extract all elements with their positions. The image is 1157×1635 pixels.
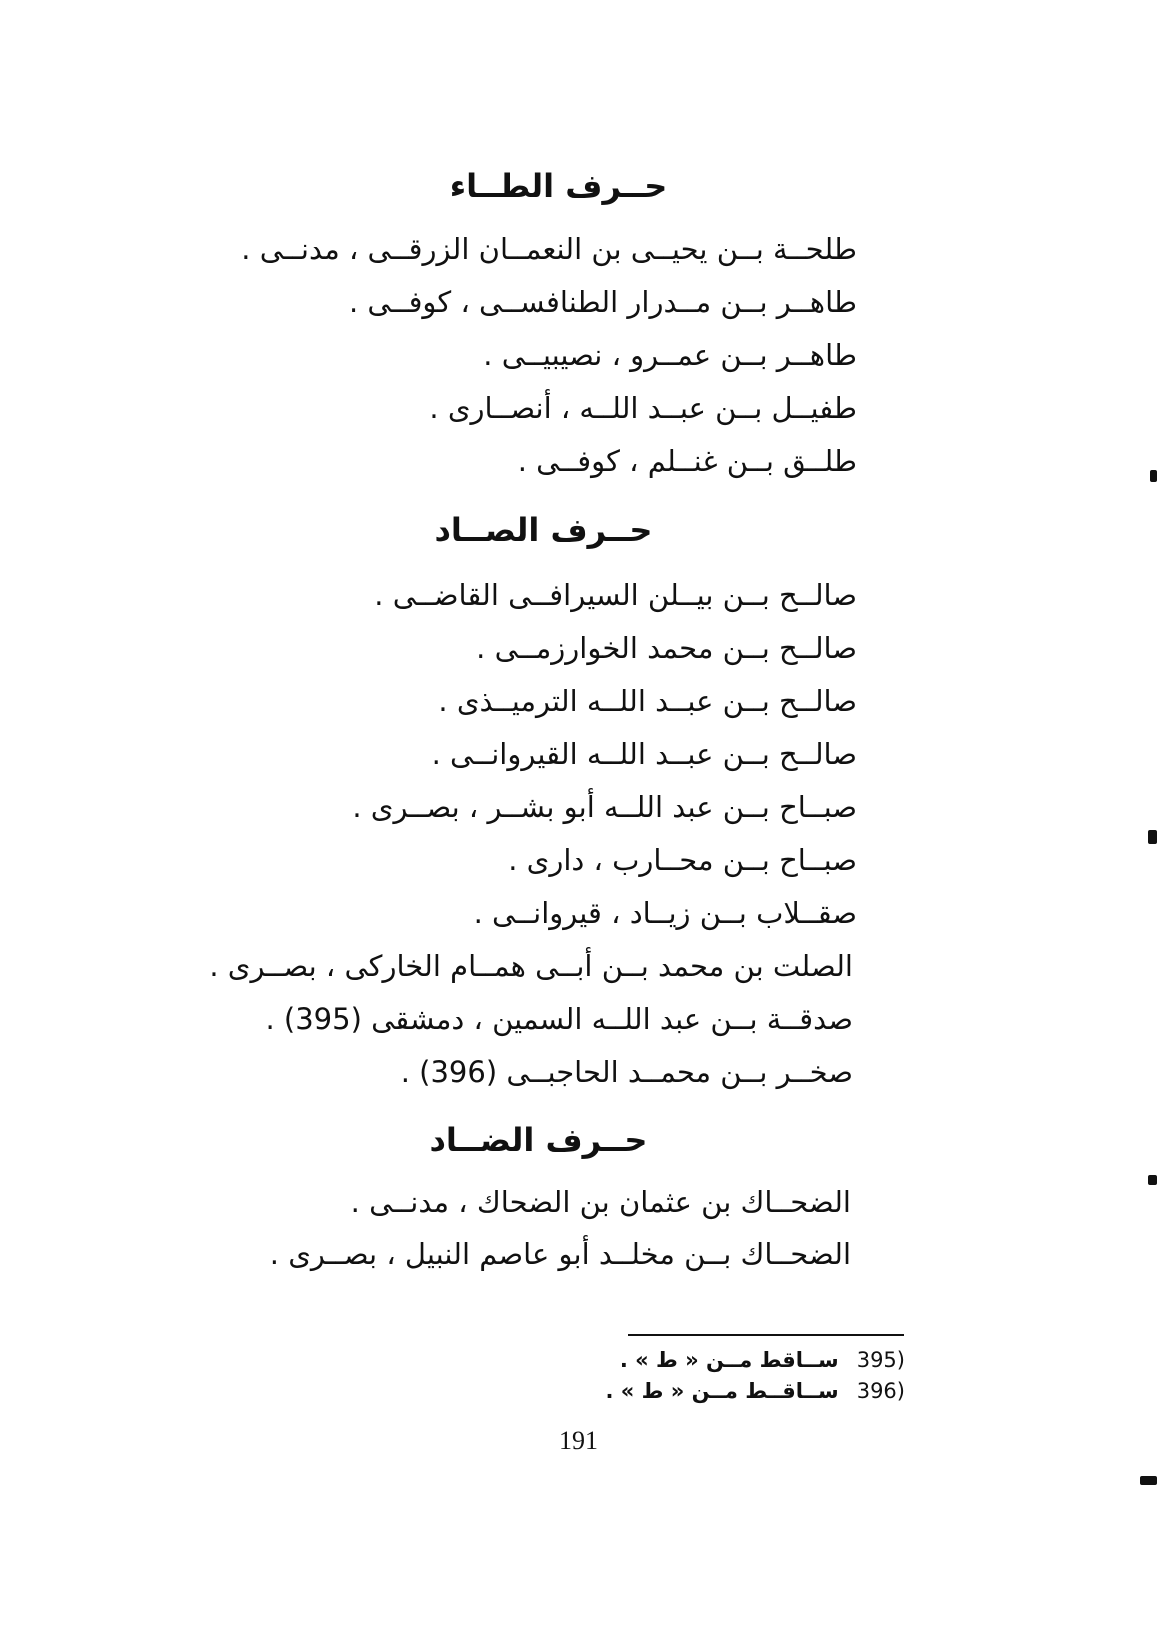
entry-line: صبــاح بــن عبد اللــه أبو بشــر ، بصــرى . xyxy=(352,790,857,824)
footnote-396 xyxy=(605,1381,905,1402)
entry-line: طاهــر بــن مــدرار الطنافســى ، كوفــى . xyxy=(348,285,857,319)
entry-line: صدقــة بــن عبد اللــه السمين ، دمشقى (395) . xyxy=(265,1002,853,1036)
section-heading-dad: حــرف الضــاد xyxy=(429,1121,648,1159)
entry-line: طلحــة بــن يحيــى بن النعمــان الزرقــى ، مدنــى . xyxy=(241,232,857,266)
footnote-text: ســاقــط مــن « ط » . xyxy=(605,1379,839,1403)
footnote-text: ســاقط مــن « ط » . xyxy=(619,1348,839,1372)
entry-line: صقــلاب بــن زيــاد ، قيروانــى . xyxy=(473,896,857,930)
footnote-number: (395 xyxy=(856,1348,905,1372)
entry-line: صالــح بــن محمد الخوارزمــى . xyxy=(476,631,857,665)
scan-edge-mark xyxy=(1148,1175,1157,1185)
entry-line: طاهــر بــن عمــرو ، نصيبيــى . xyxy=(483,338,857,372)
section-heading-sad: حــرف الصــاد xyxy=(434,511,653,549)
scan-edge-mark xyxy=(1148,830,1157,844)
scan-edge-mark xyxy=(1140,1476,1157,1485)
footnote-395 xyxy=(620,1350,905,1371)
entry-line: صالــح بــن عبــد اللــه الترميــذى . xyxy=(438,684,857,718)
entry-line: صبــاح بــن محــارب ، دارى . xyxy=(508,843,857,877)
scan-edge-mark xyxy=(1150,470,1157,482)
section-heading-ta: حــرف الطــاء xyxy=(449,167,668,205)
page-number: 191 xyxy=(559,1426,598,1455)
entry-line: صالــح بــن بيــلن السيرافــى القاضــى . xyxy=(374,578,857,612)
entry-line: طلــق بــن غنــلم ، كوفــى . xyxy=(517,444,857,478)
entry-line: صالــح بــن عبــد اللــه القيروانــى . xyxy=(431,737,857,771)
entry-line: صخــر بــن محمــد الحاجبــى (396) . xyxy=(400,1055,853,1089)
entry-line: الضحــاك بن عثمان بن الضحاك ، مدنــى . xyxy=(350,1185,851,1219)
entry-line: الضحــاك بــن مخلــد أبو عاصم النبيل ، بصــرى . xyxy=(269,1237,851,1271)
entry-line: طفيــل بــن عبــد اللــه ، أنصــارى . xyxy=(429,391,857,425)
footnote-number: (396 xyxy=(856,1379,905,1403)
footnote-separator xyxy=(628,1334,904,1336)
entry-line: الصلت بن محمد بــن أبــى همــام الخاركى ، بصــرى . xyxy=(209,949,853,983)
